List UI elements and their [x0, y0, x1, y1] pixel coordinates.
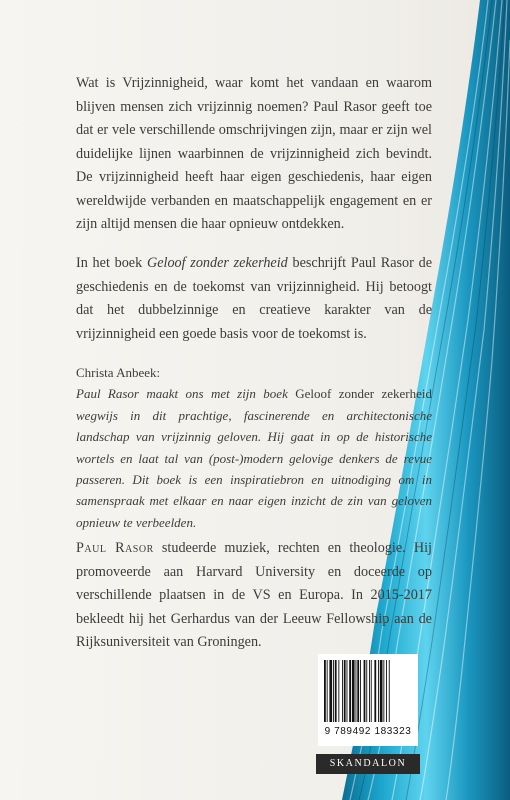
summary-prefix: In het boek	[76, 255, 147, 271]
isbn-number: 9 789492 183323	[324, 726, 412, 737]
summary-suffix: beschrijft Paul Rasor de geschiedenis en de toekomst van vrijzinnigheid. Hij betoogt dat het dubbelzinnige en creatieve karakter van de vrijzinnigheid een goede basis voor de toekomst is.	[76, 255, 433, 342]
author-bio	[76, 537, 432, 655]
intro-paragraph: Wat is Vrijzinnigheid, waar komt het vandaan en waarom blijven mensen zich vrijzinnig noemen? Paul Rasor geeft toe dat er vele verschillende omschrijvingen zijn, maar er zijn wel duidelijke lijnen waarbinnen de vrijzinnigheid zich bevindt. De vrijzinnigheid heeft haar eigen geschiedenis, haar eigen wereldwijde verbanden en maatschappelijk engagement en er zijn altijd mensen die haar opnieuw ontdekken.	[76, 75, 432, 232]
barcode-bars	[322, 660, 414, 724]
book-summary-paragraph	[76, 252, 432, 346]
quote-book-title: Geloof zonder zekerheid	[295, 386, 432, 402]
quote-part1: Paul Rasor maakt ons met zijn boek	[76, 386, 296, 402]
book-title: Geloof zonder zekerheid	[146, 255, 288, 271]
endorsement-quote	[76, 362, 432, 533]
publisher-logo: SKANDALON	[316, 754, 420, 774]
quote-part2: wegwijs in dit prachtige, fascinerende en architectonische landschap van vrijzinnig geloven. Hij gaat in op de historische wortels en laat tal van (post-)modern gelovige denkers de revue passeren. Dit boek is een inspiratiebron en uitnodiging om in samenspraak met elkaar en naar eigen inzicht de zin van geloven opnieuw te verbeelden.	[76, 407, 432, 530]
author-name: Paul Rasor	[76, 540, 154, 556]
bio-text: studeerde muziek, rechten en theologie. Hij promoveerde aan Harvard University en doceerde op verschillende plaatsen in de VS en Europa. In 2015-2017 bekleedt hij het Gerhardus van der Leeuw Fellowship aan de Rijksuniversiteit van Groningen.	[76, 540, 432, 650]
quote-author: Christa Anbeek:	[76, 365, 161, 380]
isbn-barcode	[318, 654, 418, 746]
